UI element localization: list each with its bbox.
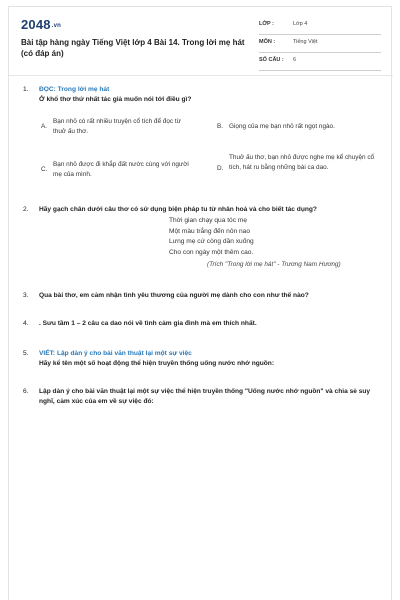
site-logo[interactable]: 2048.vn — [21, 17, 62, 32]
question-5-prompt: Hãy kể tên một số hoạt động thể hiện truyền thống uống nước nhớ nguồn: — [39, 360, 275, 367]
worksheet-page: 2048.vn Bài tập hàng ngày Tiếng Việt lớp 4 Bài 14. Trong lời mẹ hát (có đáp án) LỚP : Lớp 4 MÔN : Tiếng Việt SỐ CÂU : 6 1. ĐỌC: Trong lời mẹ hát Ở khổ thơ thứ nhất tác giả muốn nói tới điều gì? A. Bạn nhỏ có rất nhiều truyện cổ tích để đọc từ thuở ấu thơ. B. Giọng của mẹ bạn nhỏ rất ngọt ngào. C. Bạn nhỏ được đi khắp đất nước cùng với người mẹ của mình. D. Thuở ấu thơ, bạn nhỏ được nghe mẹ kể chuyện cổ tích, hát ru bằng những bài ca dao. 2. Hãy gạch chân dưới câu thơ có sử dụng biện pháp tu từ nhân hoá và cho biết tác dụng? Thời gian chạy qua tóc mẹ Một màu trắng đến nôn nao Lưng mẹ cứ còng dần xuống Cho con ngày một thêm cao. (Trích "Trong lời mẹ hát" - Trương Nam Hương) 3. Qua bài thơ, em cảm nhận tình yêu thương của người mẹ dành cho con như thế nào? 4. . Sưu tầm 1 – 2 câu ca dao nói về tình cảm gia đình mà em thích nhất. 5. VIẾT: Lập dàn ý cho bài văn thuật lại một sự việc Hãy kể tên một số hoạt động thể hiện truyền thống uống nước nhớ nguồn: 6. Lập dàn ý cho bài văn thuật lại một sự việc thể hiện truyền thống "Uống nước nhớ nguồn" và chia sẻ suy nghĩ, cảm xúc của em về sự việc đó: — [8, 6, 392, 600]
question-5-heading: VIẾT: Lập dàn ý cho bài văn thuật lại một sự việc — [39, 350, 192, 357]
header-divider — [9, 75, 393, 76]
question-1-heading: ĐỌC: Trong lời mẹ hát — [39, 86, 110, 93]
question-4-prompt: . Sưu tầm 1 – 2 câu ca dao nói về tình cảm gia đình mà em thích nhất. — [39, 320, 257, 327]
poem — [169, 216, 254, 258]
poem-line: Một màu trắng đến nôn nao — [169, 227, 251, 235]
poem-line: Cho con ngày một thêm cao. — [169, 248, 254, 256]
meta-row-subject: MÔN : Tiếng Việt — [259, 35, 381, 53]
question-2-prompt: Hãy gạch chân dưới câu thơ có sử dụng biện pháp tu từ nhân hoá và cho biết tác dụng? — [39, 206, 317, 213]
meta-info — [259, 17, 381, 71]
poem-citation: (Trích "Trong lời mẹ hát" - Trương Nam Hương) — [207, 261, 341, 268]
question-3-prompt: Qua bài thơ, em cảm nhận tình yêu thương của người mẹ dành cho con như thế nào? — [39, 292, 309, 299]
worksheet-title: Bài tập hàng ngày Tiếng Việt lớp 4 Bài 14. Trong lời mẹ hát (có đáp án) — [21, 38, 245, 58]
meta-row-count: SỐ CÂU : 6 — [259, 53, 381, 71]
question-1-prompt: Ở khổ thơ thứ nhất tác giả muốn nói tới điều gì? — [39, 96, 192, 103]
question-6-prompt: Lập dàn ý cho bài văn thuật lại một sự việc thể hiện truyền thống "Uống nước nhớ nguồn" và chia sẻ suy nghĩ, cảm xúc của em về sự việc đó: — [39, 388, 371, 405]
poem-line: Lưng mẹ cứ còng dần xuống — [169, 238, 254, 245]
poem-line: Thời gian chạy qua tóc mẹ — [169, 217, 247, 224]
worksheet-header — [9, 7, 393, 73]
meta-row-grade: LỚP : Lớp 4 — [259, 17, 381, 35]
